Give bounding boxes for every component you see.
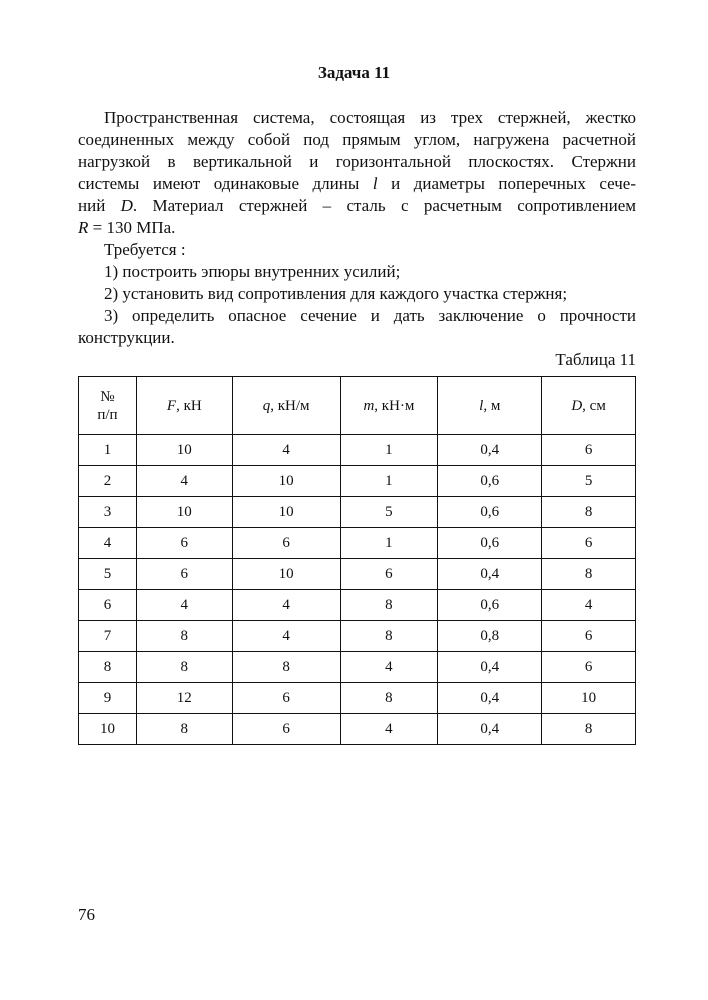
header-unit: , м xyxy=(483,397,501,414)
header-line: п/п xyxy=(97,406,118,423)
table-cell: 10 xyxy=(232,497,340,528)
column-header-l xyxy=(438,377,542,435)
table-cell: 8 xyxy=(340,621,438,652)
table-row xyxy=(79,466,636,497)
table-cell: 6 xyxy=(542,435,636,466)
paragraph-fragment: и диаметры поперечных сече- xyxy=(391,174,636,193)
table-cell: 0,4 xyxy=(438,683,542,714)
table-cell: 10 xyxy=(232,466,340,497)
table-row xyxy=(79,559,636,590)
table-cell: 12 xyxy=(136,683,232,714)
table-cell: 0,6 xyxy=(438,528,542,559)
table-cell: 0,6 xyxy=(438,466,542,497)
paragraph-line: нагрузкой в вертикальной и горизонтальной плоскостях. Стержни xyxy=(78,152,636,171)
table-cell: 8 xyxy=(340,683,438,714)
table-cell: 0,4 xyxy=(438,559,542,590)
header-unit: , кН·м xyxy=(374,397,415,414)
table-cell: 5 xyxy=(340,497,438,528)
table-row xyxy=(79,590,636,621)
variable-l: l xyxy=(372,174,378,193)
table-cell: 4 xyxy=(232,435,340,466)
table-cell: 6 xyxy=(542,621,636,652)
requirement-item: 3) определить опасное сечение и дать заключение о прочности xyxy=(104,306,636,325)
table-row xyxy=(79,528,636,559)
table-row xyxy=(79,435,636,466)
page-number: 76 xyxy=(78,905,95,924)
requirements-heading: Требуется : xyxy=(104,240,186,259)
table-cell: 0,8 xyxy=(438,621,542,652)
table-cell: 6 xyxy=(542,528,636,559)
table-cell: 5 xyxy=(79,559,137,590)
table-cell: 2 xyxy=(79,466,137,497)
requirement-item: 2) установить вид сопротивления для каждого участка стержня; xyxy=(104,284,568,303)
table-cell: 8 xyxy=(542,497,636,528)
table-cell: 10 xyxy=(136,435,232,466)
table-cell: 8 xyxy=(136,621,232,652)
paragraph-line xyxy=(78,173,636,195)
table-cell: 0,6 xyxy=(438,497,542,528)
table-row xyxy=(79,683,636,714)
table-cell: 4 xyxy=(232,590,340,621)
column-header-m xyxy=(340,377,438,435)
table-caption: Таблица 11 xyxy=(555,350,636,369)
header-unit: , кН/м xyxy=(270,397,310,414)
table-cell: 0,4 xyxy=(438,714,542,745)
table-cell: 6 xyxy=(136,528,232,559)
paragraph-line: Пространственная система, состоящая из трех стержней, жестко xyxy=(104,108,636,127)
table-cell: 8 xyxy=(232,652,340,683)
table-cell: 1 xyxy=(79,435,137,466)
column-header-d xyxy=(542,377,636,435)
task-title: Задача 11 xyxy=(317,63,391,82)
header-variable: F xyxy=(166,397,177,414)
table-cell: 6 xyxy=(232,528,340,559)
table-cell: 8 xyxy=(542,559,636,590)
paragraph-fragment: . Материал стержней – сталь с расчетным сопротивлением xyxy=(132,196,637,215)
paragraph-fragment: системы имеют одинаковые длины xyxy=(78,174,360,193)
table-cell: 8 xyxy=(136,652,232,683)
table-cell: 8 xyxy=(79,652,137,683)
table-cell: 10 xyxy=(79,714,137,745)
variable-d: D xyxy=(120,196,133,215)
table-cell: 4 xyxy=(340,714,438,745)
table-cell: 10 xyxy=(232,559,340,590)
column-header-f xyxy=(136,377,232,435)
paragraph-line: соединенных между собой под прямым углом, нагружена расчетной xyxy=(78,130,636,149)
table-cell: 5 xyxy=(542,466,636,497)
table-cell: 4 xyxy=(340,652,438,683)
paragraph-fragment: ний xyxy=(78,196,106,215)
paragraph-fragment: = 130 МПа. xyxy=(92,218,176,237)
table-cell: 1 xyxy=(340,466,438,497)
table-cell: 4 xyxy=(542,590,636,621)
table-header-row xyxy=(79,377,636,435)
paragraph-line xyxy=(78,217,636,239)
table-cell: 4 xyxy=(136,466,232,497)
header-variable: q xyxy=(262,397,271,414)
table-row xyxy=(79,714,636,745)
table-cell: 9 xyxy=(79,683,137,714)
table-row xyxy=(79,621,636,652)
table-cell: 4 xyxy=(232,621,340,652)
table-cell: 3 xyxy=(79,497,137,528)
data-table xyxy=(78,376,636,745)
table-row xyxy=(79,497,636,528)
header-variable: m xyxy=(363,397,375,414)
table-cell: 7 xyxy=(79,621,137,652)
table-cell: 4 xyxy=(136,590,232,621)
table-cell: 0,4 xyxy=(438,435,542,466)
variable-r: R xyxy=(78,218,89,237)
table-cell: 1 xyxy=(340,435,438,466)
table-cell: 8 xyxy=(136,714,232,745)
header-variable: l xyxy=(479,397,484,414)
table-cell: 4 xyxy=(79,528,137,559)
table-cell: 6 xyxy=(136,559,232,590)
header-variable: D xyxy=(571,397,583,414)
table-row xyxy=(79,652,636,683)
table-cell: 6 xyxy=(542,652,636,683)
table-cell: 0,4 xyxy=(438,652,542,683)
table-cell: 6 xyxy=(79,590,137,621)
paragraph-line xyxy=(78,195,636,217)
table-cell: 8 xyxy=(340,590,438,621)
table-cell: 10 xyxy=(136,497,232,528)
table-cell: 6 xyxy=(232,714,340,745)
table-cell: 8 xyxy=(542,714,636,745)
header-line: № xyxy=(100,388,115,405)
table-cell: 10 xyxy=(542,683,636,714)
table-cell: 1 xyxy=(340,528,438,559)
header-unit: , см xyxy=(582,397,606,414)
table-cell: 6 xyxy=(232,683,340,714)
column-header-q xyxy=(232,377,340,435)
requirement-item: конструкции. xyxy=(78,328,175,347)
requirement-item: 1) построить эпюры внутренних усилий; xyxy=(104,262,401,281)
task-description xyxy=(78,107,636,349)
column-header-number xyxy=(79,377,137,435)
table-cell: 6 xyxy=(340,559,438,590)
header-unit: , кН xyxy=(176,397,202,414)
table-cell: 0,6 xyxy=(438,590,542,621)
